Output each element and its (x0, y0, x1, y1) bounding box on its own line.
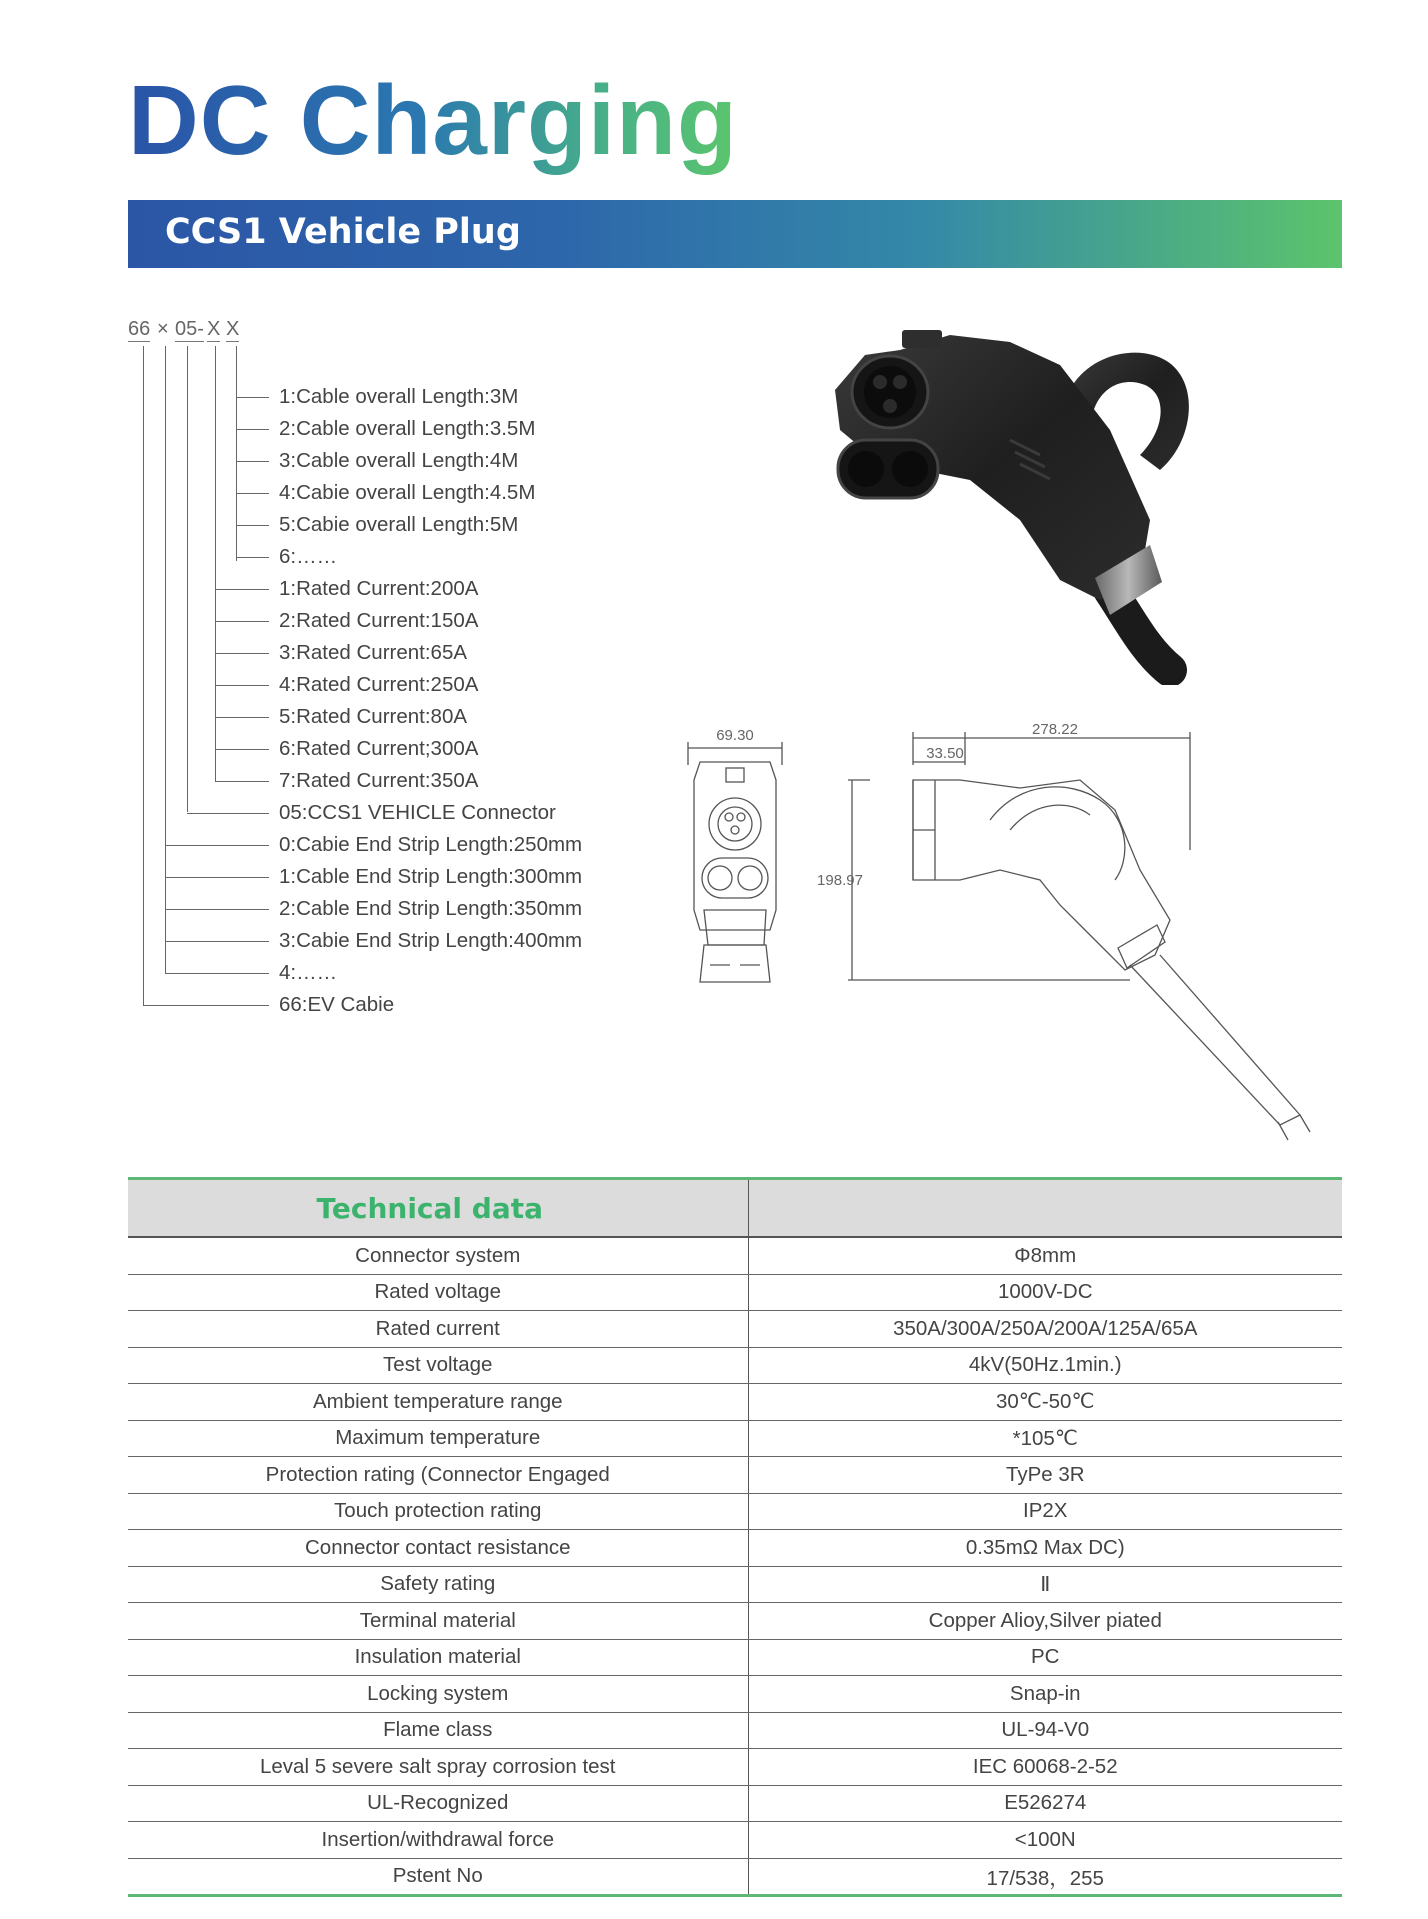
spec-value: Copper Alioy,Silver piated (748, 1603, 1342, 1640)
spec-value: 1000V-DC (748, 1274, 1342, 1311)
option-current-2: 2:Rated Current:150A (279, 609, 479, 632)
spec-value: Snap-in (748, 1676, 1342, 1713)
spec-value: 0.35mΩ Max DC) (748, 1530, 1342, 1567)
code-part-connector: 05- (175, 318, 204, 340)
tech-table-header (128, 1179, 1342, 1238)
technical-drawing (660, 720, 1360, 1150)
spec-label: Safety rating (128, 1566, 748, 1603)
table-row (128, 1639, 1342, 1676)
spec-value: 350A/300A/250A/200A/125A/65A (748, 1311, 1342, 1348)
spec-value: Φ8mm (748, 1237, 1342, 1274)
spec-label: Flame class (128, 1712, 748, 1749)
table-row (128, 1858, 1342, 1896)
option-connector: 05:CCS1 VEHICLE Connector (279, 801, 556, 824)
spec-label: Touch protection rating (128, 1493, 748, 1530)
option-current-5: 5:Rated Current:80A (279, 705, 468, 728)
option-strip-1: 1:Cable End Strip Length:300mm (279, 865, 583, 888)
spec-label: Terminal material (128, 1603, 748, 1640)
spec-label: Connector system (128, 1237, 748, 1274)
spec-label: Pstent No (128, 1858, 748, 1896)
page-title: DC Charging (128, 62, 738, 180)
table-row (128, 1749, 1342, 1786)
table-row (128, 1785, 1342, 1822)
table-row (128, 1530, 1342, 1567)
product-photo (810, 320, 1210, 685)
table-row (128, 1712, 1342, 1749)
table-row (128, 1566, 1342, 1603)
table-row (128, 1274, 1342, 1311)
spec-label: Connector contact resistance (128, 1530, 748, 1567)
option-length-3: 3:Cable overall Length:4M (279, 449, 519, 472)
dim-front-width: 69.30 (716, 727, 754, 744)
table-row (128, 1347, 1342, 1384)
option-length-6: 6:…… (279, 545, 338, 568)
table-row (128, 1311, 1342, 1348)
spec-label: Leval 5 severe salt spray corrosion test (128, 1749, 748, 1786)
option-length-4: 4:Cabie overall Length:4.5M (279, 481, 536, 504)
tech-table-header-value (748, 1179, 1342, 1238)
table-row (128, 1603, 1342, 1640)
spec-value: <100N (748, 1822, 1342, 1859)
option-current-1: 1:Rated Current:200A (279, 577, 479, 600)
code-part-cable: 66 (128, 318, 151, 340)
table-row (128, 1237, 1342, 1274)
table-row (128, 1384, 1342, 1421)
option-current-3: 3:Rated Current:65A (279, 641, 468, 664)
option-strip-0: 0:Cabie End Strip Length:250mm (279, 833, 583, 856)
option-cable: 66:EV Cabie (279, 993, 395, 1016)
spec-value: IEC 60068-2-52 (748, 1749, 1342, 1786)
spec-value: 4kV(50Hz.1min.) (748, 1347, 1342, 1384)
option-length-2: 2:Cable overall Length:3.5M (279, 417, 536, 440)
tech-table-title: Technical data (128, 1179, 748, 1238)
spec-value: PC (748, 1639, 1342, 1676)
spec-label: Insulation material (128, 1639, 748, 1676)
spec-label: Test voltage (128, 1347, 748, 1384)
option-length-5: 5:Cabie overall Length:5M (279, 513, 519, 536)
table-row (128, 1822, 1342, 1859)
spec-value: Ⅱ (748, 1566, 1342, 1603)
dim-head-offset: 33.50 (926, 745, 964, 762)
option-length-1: 1:Cable overall Length:3M (279, 385, 519, 408)
spec-value: TyPe 3R (748, 1457, 1342, 1494)
spec-value: E526274 (748, 1785, 1342, 1822)
spec-label: Rated current (128, 1311, 748, 1348)
option-current-6: 6:Rated Current;300A (279, 737, 479, 760)
spec-label: Locking system (128, 1676, 748, 1713)
section-banner (128, 200, 1342, 268)
option-current-4: 4:Rated Current:250A (279, 673, 479, 696)
spec-label: UL-Recognized (128, 1785, 748, 1822)
dim-overall-length: 278.22 (1032, 721, 1078, 738)
table-row (128, 1676, 1342, 1713)
option-strip-4: 4:…… (279, 961, 338, 984)
code-part-sep: × (157, 318, 169, 340)
spec-value: UL-94-V0 (748, 1712, 1342, 1749)
table-row (128, 1493, 1342, 1530)
table-row (128, 1420, 1342, 1457)
spec-value: 17/538，255 (748, 1858, 1342, 1896)
option-current-7: 7:Rated Current:350A (279, 769, 479, 792)
spec-label: Ambient temperature range (128, 1384, 748, 1421)
spec-value: 30℃-50℃ (748, 1384, 1342, 1421)
spec-value: IP2X (748, 1493, 1342, 1530)
code-part-length: X (226, 318, 240, 340)
table-row (128, 1457, 1342, 1494)
dim-overall-height: 198.97 (817, 872, 863, 889)
option-strip-2: 2:Cable End Strip Length:350mm (279, 897, 583, 920)
spec-label: Rated voltage (128, 1274, 748, 1311)
spec-label: Maximum temperature (128, 1420, 748, 1457)
code-part-current: X (207, 318, 221, 340)
spec-label: Insertion/withdrawal force (128, 1822, 748, 1859)
spec-value: *105℃ (748, 1420, 1342, 1457)
tech-data-table (128, 1177, 1342, 1897)
spec-label: Protection rating (Connector Engaged (128, 1457, 748, 1494)
section-title: CCS1 Vehicle Plug (165, 212, 521, 252)
option-strip-3: 3:Cabie End Strip Length:400mm (279, 929, 583, 952)
